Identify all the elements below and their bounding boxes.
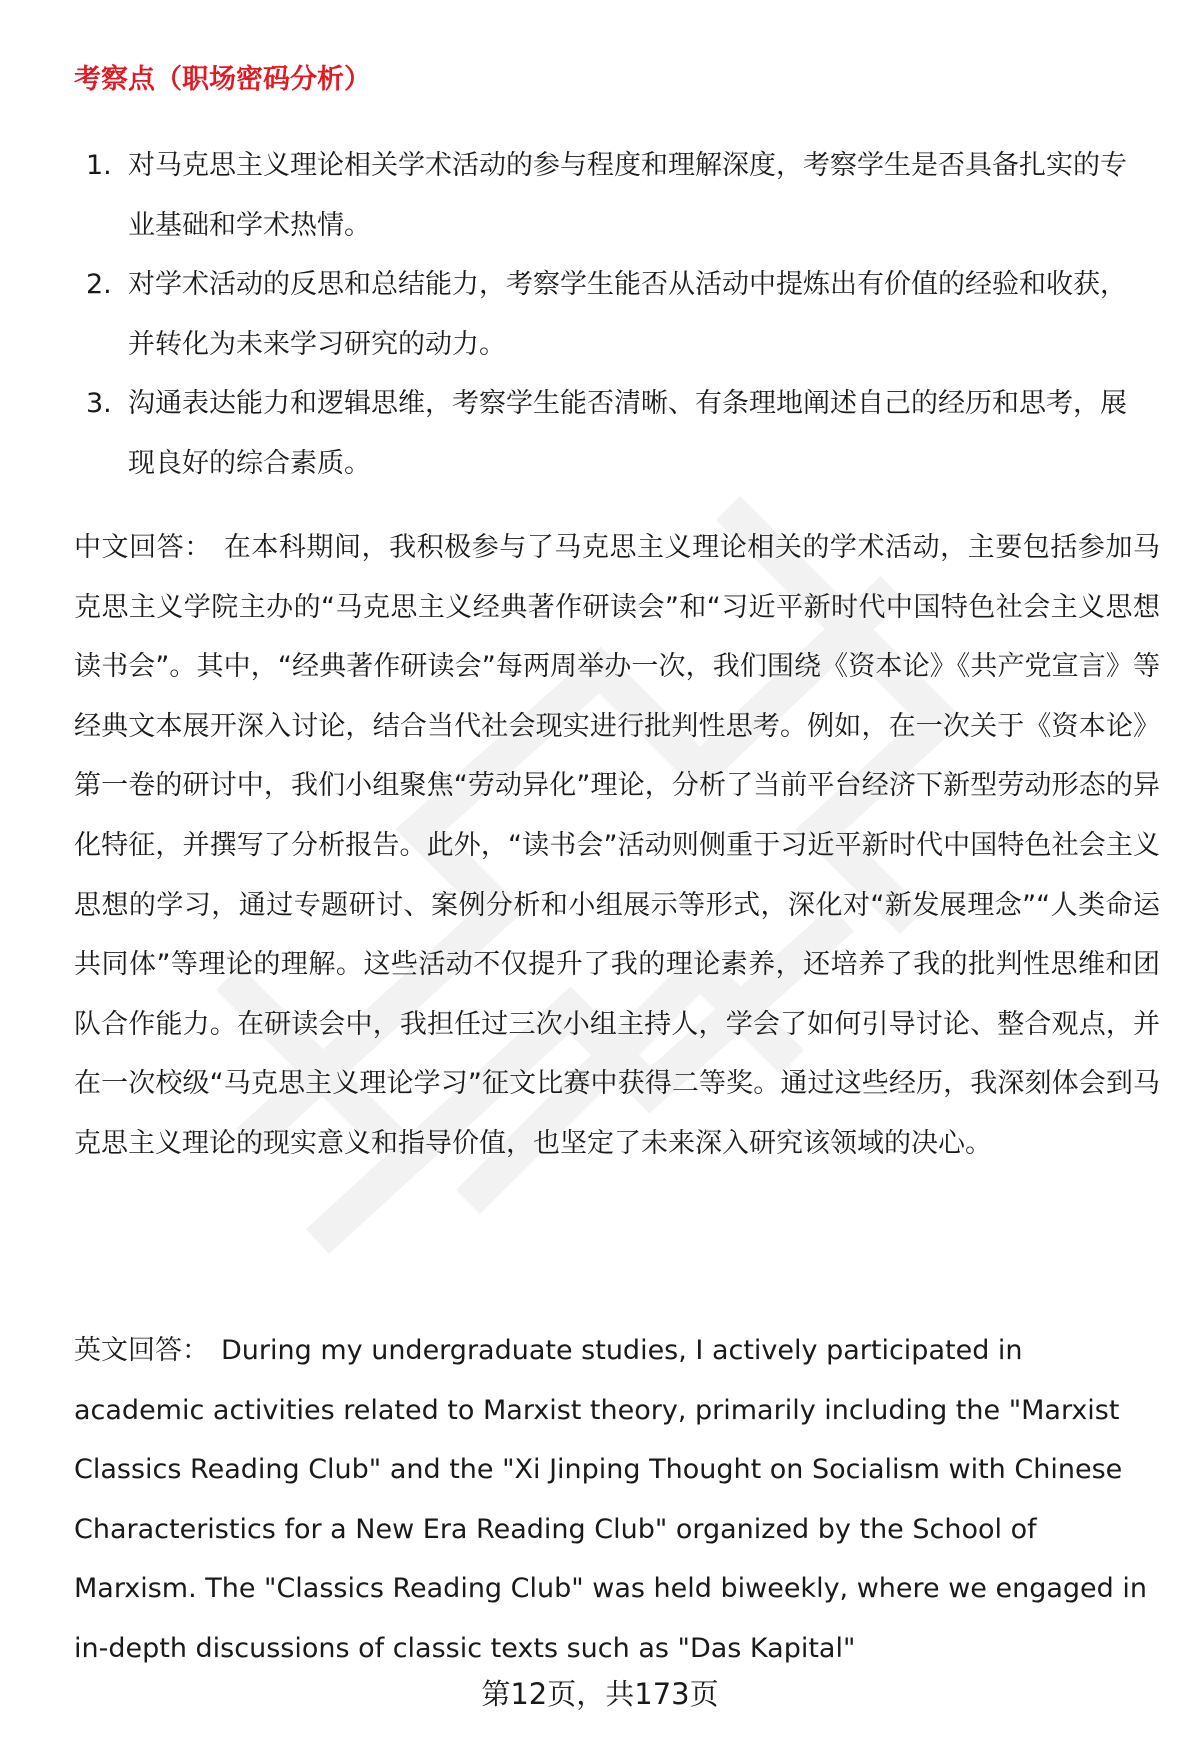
section-title: 考察点（职场密码分析） (74, 64, 371, 95)
english-answer-text: During my undergraduate studies, I actively participated in academic activities related to Marxist theory, primarily including the "Marxist Classics Reading Club" and the "Xi Jinping Thought on Socialism with Chinese Characteristics for a New Era Reading Club" organized by the School of Marxism. The "Classics Reading Club" was held biweekly, where we engaged in in-depth discussions of classic texts such as "Das Kapital" (74, 1335, 1147, 1664)
point-number: 2. (86, 269, 112, 300)
chinese-answer-label: 中文回答： (74, 532, 212, 563)
chinese-answer (74, 518, 1160, 1174)
page-number-footer: 第12页，共173页 (481, 1677, 719, 1711)
assessment-point (74, 255, 1144, 374)
point-text: 对学术活动的反思和总结能力，考察学生能否从活动中提炼出有价值的经验和收获，并转化为未来学习研究的动力。 (128, 269, 1127, 360)
english-answer (74, 1321, 1160, 1678)
point-number: 1. (86, 150, 112, 181)
point-text: 沟通表达能力和逻辑思维，考察学生能否清晰、有条理地阐述自己的经历和思考，展现良好的综合素质。 (128, 388, 1127, 479)
assessment-point (74, 136, 1144, 255)
assessment-points-list (74, 136, 1144, 493)
point-number: 3. (86, 388, 112, 419)
assessment-point (74, 374, 1144, 493)
point-text: 对马克思主义理论相关学术活动的参与程度和理解深度，考察学生是否具备扎实的专业基础和学术热情。 (128, 150, 1127, 241)
english-answer-label: 英文回答： (74, 1335, 209, 1366)
chinese-answer-text: 在本科期间，我积极参与了马克思主义理论相关的学术活动，主要包括参加马克思主义学院主办的“马克思主义经典著作研读会”和“习近平新时代中国特色社会主义思想读书会”。其中，“经典著作研读会”每两周举办一次，我们围绕《资本论》《共产党宣言》等经典文本展开深入讨论，结合当代社会现实进行批判性思考。例如，在一次关于《资本论》第一卷的研讨中，我们小组聚焦“劳动异化”理论，分析了当前平台经济下新型劳动形态的异化特征，并撰写了分析报告。此外，“读书会”活动则侧重于习近平新时代中国特色社会主义思想的学习，通过专题研讨、案例分析和小组展示等形式，深化对“新发展理念”“人类命运共同体”等理论的理解。这些活动不仅提升了我的理论素养，还培养了我的批判性思维和团队合作能力。在研读会中，我担任过三次小组主持人，学会了如何引导讨论、整合观点，并在一次校级“马克思主义理论学习”征文比赛中获得二等奖。通过这些经历，我深刻体会到马克思主义理论的现实意义和指导价值，也坚定了未来深入研究该领域的决心。 (74, 532, 1161, 1159)
